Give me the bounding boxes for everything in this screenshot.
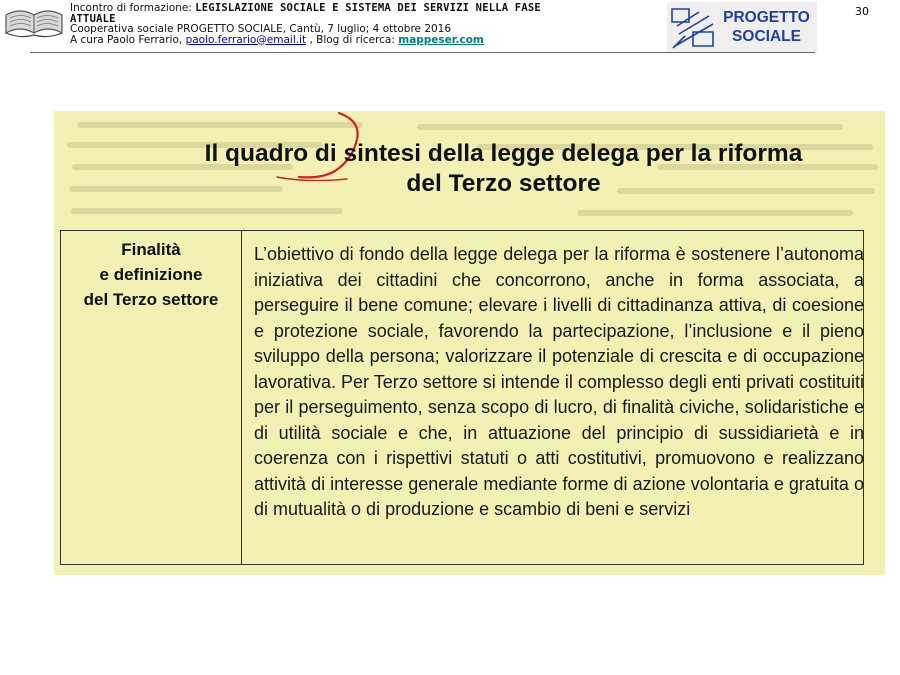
document-title-line1: Il quadro di sintesi della legge delega per la riforma [204, 140, 803, 167]
header-event-title: LEGISLAZIONE SOCIALE E SISTEMA DEI SERVIZI NELLA FASE [195, 2, 541, 14]
summary-table [60, 230, 864, 565]
row-content-cell: L’obiettivo di fondo della legge delega per la riforma è sostenere l’autonoma iniziativa dei cittadini che concorrono, anche in forma associata, a perseguire il bene comune; elevare i livelli di cittadinanza attiva, di coesione e protezione sociale, favorendo la partecipazione, l’inclusione e il pieno sviluppo della persona; valorizzare il potenziale di crescita e di occupazione lavorativa. Per Terzo settore si intende il complesso degli enti privati costituiti per il perseguimento, senza scopo di lucro, di finalità civiche, solidaristiche e di utilità sociale e che, in attuazione del principio di sussidiarietà e in coerenza con i rispettivi statuti o atti costitutivi, promuovono e realizzano attività di interesse generale mediante forme di azione volontaria e gratuita o di mutualità o di produzione e scambio di beni e servizi [254, 244, 864, 519]
document-title-line2: del Terzo settore [406, 170, 601, 197]
row-label-line3: del Terzo settore [83, 290, 219, 309]
row-label-line2: e definizione [99, 265, 203, 284]
author-email-link[interactable]: paolo.ferrario@email.it [185, 33, 307, 46]
blog-link[interactable]: mappeser.com [398, 33, 484, 46]
document-title [88, 139, 885, 199]
header-divider [30, 52, 815, 53]
row-label-cell [61, 231, 242, 564]
header-organizer: Cooperativa sociale PROGETTO SOCIALE, Cantù, 7 luglio; 4 ottobre 2016 [70, 23, 452, 35]
header-event-label: Incontro di formazione: [70, 2, 196, 14]
logo-text-line2: SOCIALE [732, 28, 801, 45]
row-label-line1: Finalità [121, 240, 181, 259]
logo-text-line1: PROGETTO [723, 9, 810, 26]
scanned-page [54, 111, 885, 575]
progetto-sociale-mark-icon [669, 6, 717, 50]
header-info [70, 3, 630, 45]
header-blog-label: , Blog di ricerca: [306, 33, 399, 46]
header-event-title-cont: ATTUALE [70, 12, 116, 25]
progetto-sociale-logo [667, 2, 817, 52]
header-author: A cura Paolo Ferrario, [70, 33, 186, 46]
page-number: 30 [855, 5, 869, 18]
book-logo-icon [4, 3, 64, 41]
